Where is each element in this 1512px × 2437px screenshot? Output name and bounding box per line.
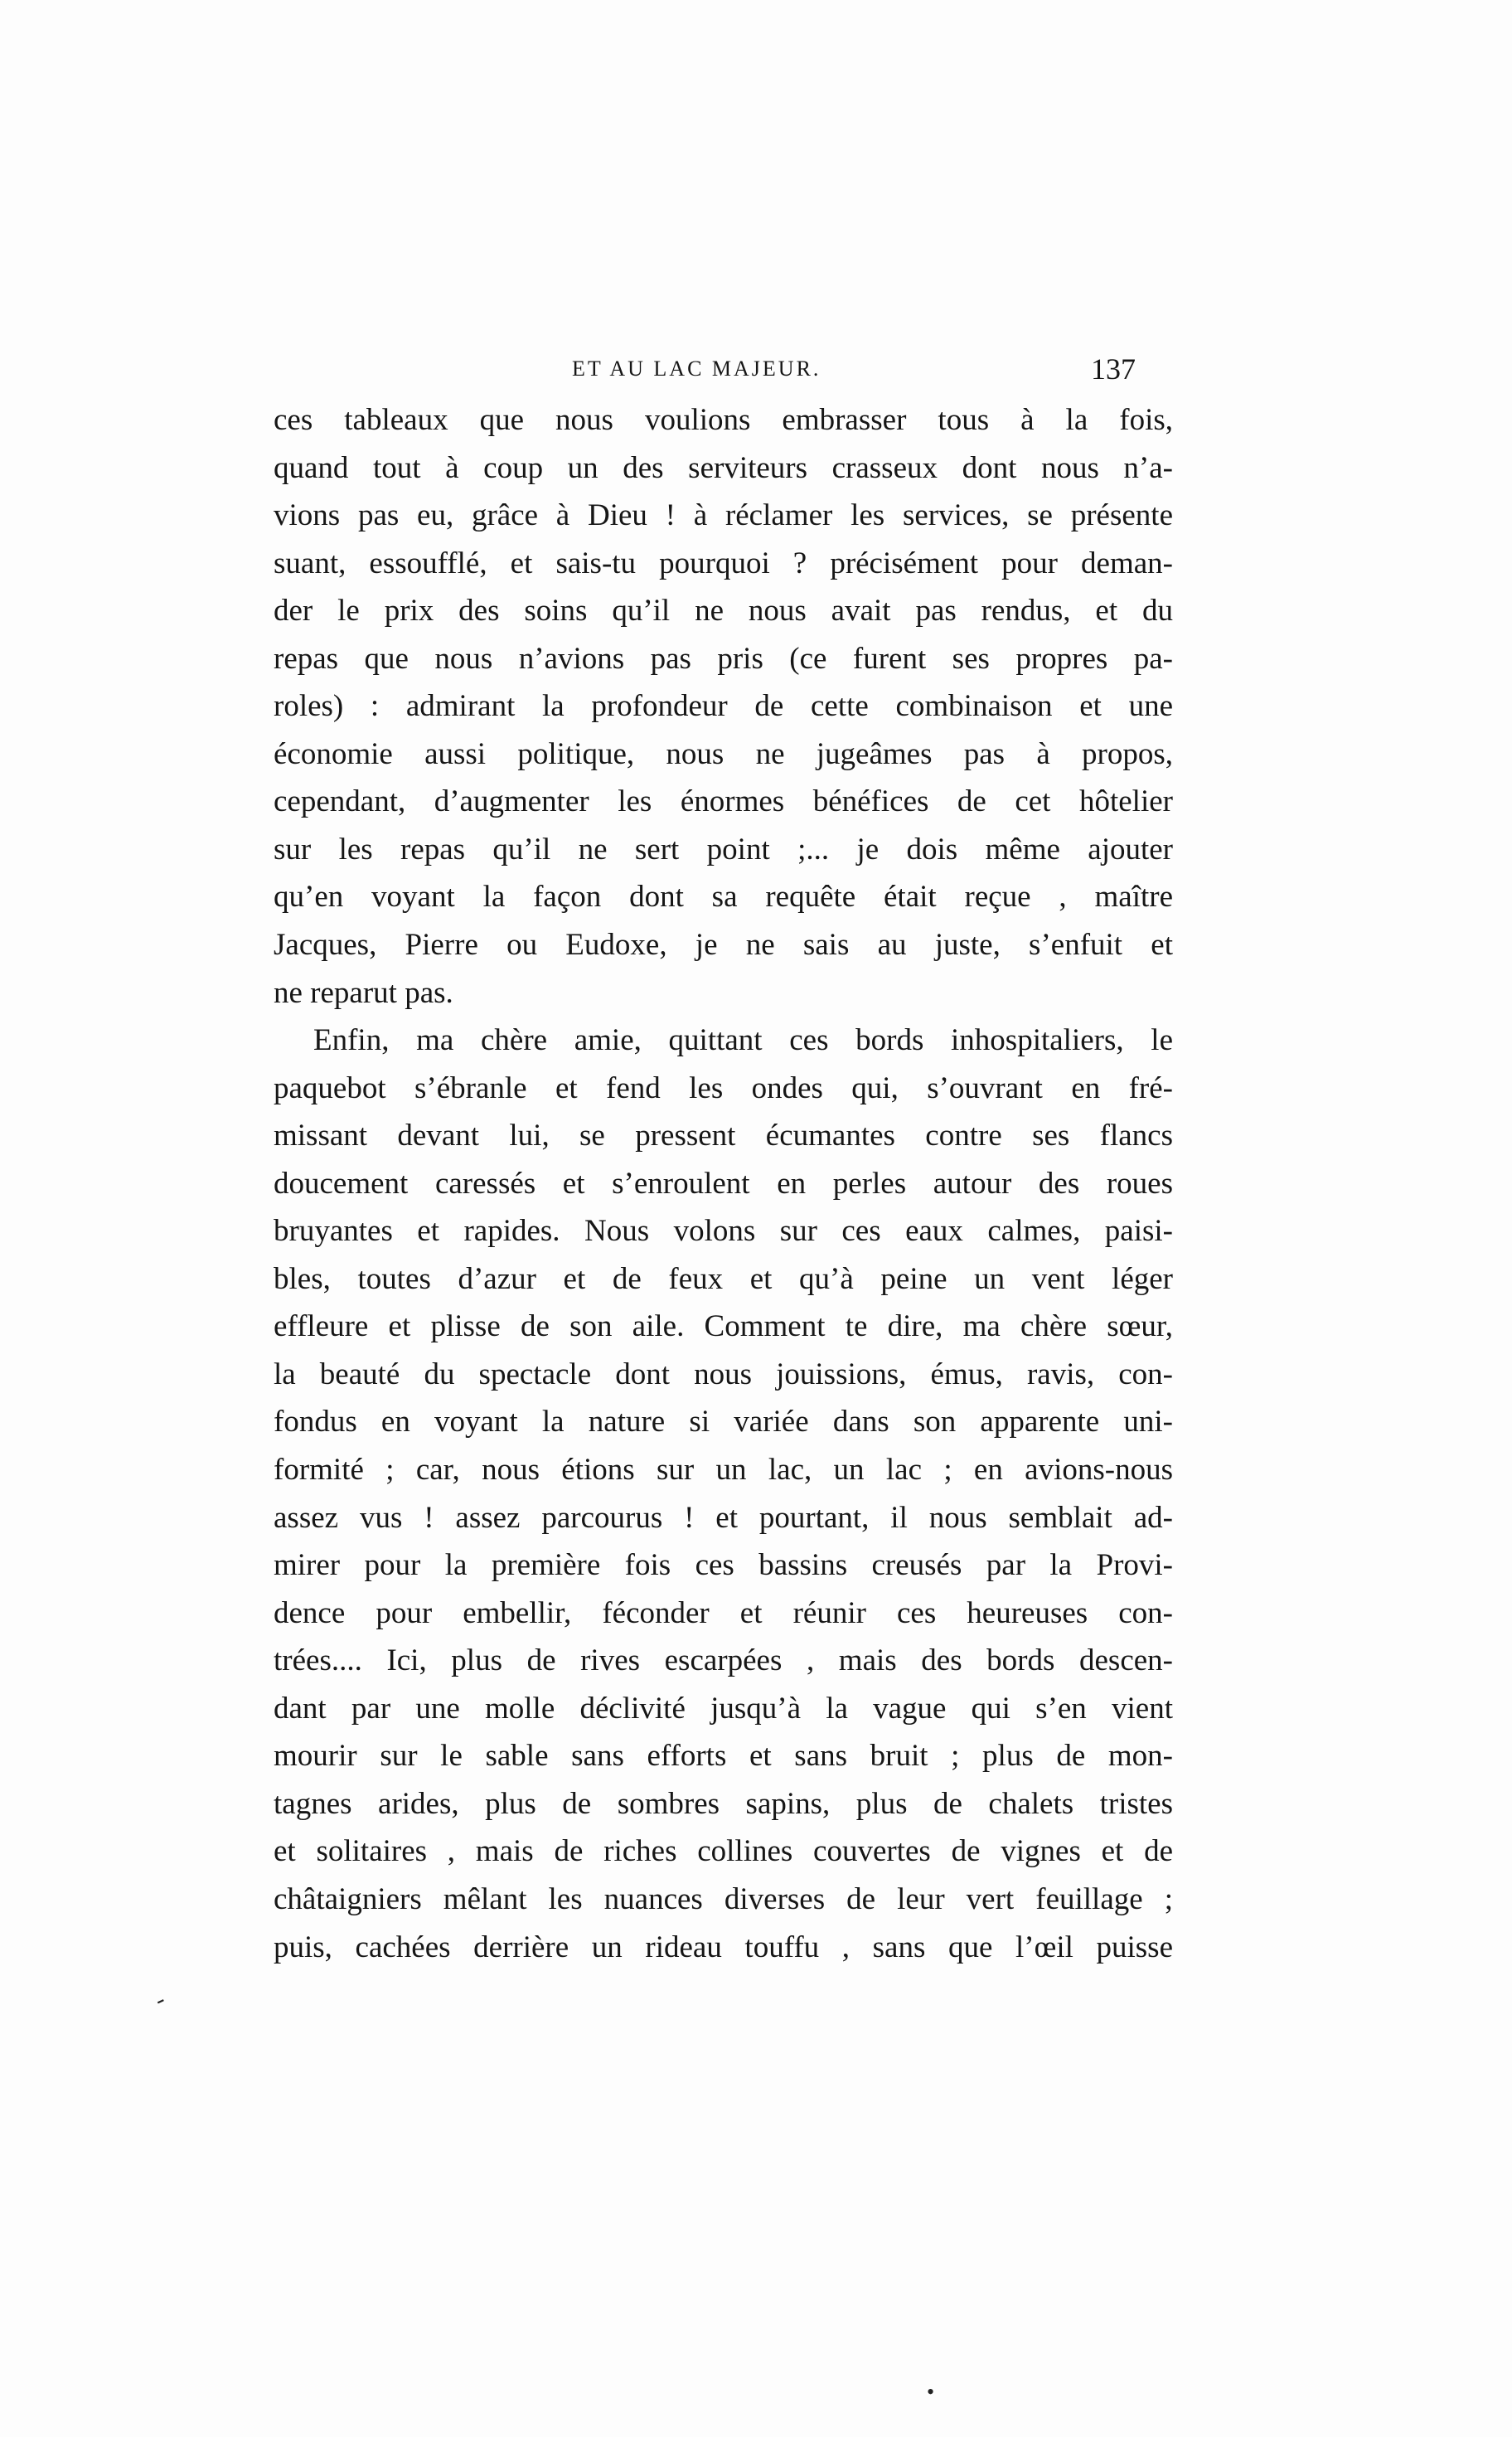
text-line: châtaigniers mêlant les nuances diverses de leur vert feuillage ;: [274, 1881, 1173, 1916]
ink-speck: -: [150, 1985, 170, 2014]
text-line: der le prix des soins qu’il ne nous avait pas rendus, et du: [274, 594, 1173, 629]
text-line: mourir sur le sable sans efforts et sans bruit ; plus de mon-: [274, 1739, 1173, 1774]
text-line: dant par une molle déclivité jusqu’à la vague qui s’en vient: [274, 1691, 1173, 1726]
text-line: roles) : admirant la profondeur de cette combinaison et une: [274, 689, 1173, 724]
text-line: doucement caressés et s’enroulent en perles autour des roues: [274, 1166, 1173, 1201]
text-line: tagnes arides, plus de sombres sapins, plus de chalets tristes: [274, 1786, 1173, 1821]
text-line: et solitaires , mais de riches collines couvertes de vignes et de: [274, 1834, 1173, 1869]
text-line: ne reparut pas.: [274, 975, 453, 1010]
text-line: qu’en voyant la façon dont sa requête était reçue , maître: [274, 880, 1173, 915]
text-line: trées.... Ici, plus de rives escarpées , mais des bords descen-: [274, 1643, 1173, 1678]
text-line: bles, toutes d’azur et de feux et qu’à peine un vent léger: [274, 1261, 1173, 1296]
body-text: [274, 396, 1173, 1971]
text-line: Jacques, Pierre ou Eudoxe, je ne sais au juste, s’enfuit et: [274, 928, 1173, 963]
text-line: la beauté du spectacle dont nous jouissions, émus, ravis, con-: [274, 1357, 1173, 1391]
text-line: missant devant lui, se pressent écumantes contre ses flancs: [274, 1119, 1173, 1153]
running-head: ET AU LAC MAJEUR.: [572, 357, 821, 381]
text-line: vions pas eu, grâce à Dieu ! à réclamer les services, se présente: [274, 498, 1173, 533]
text-line: mirer pour la première fois ces bassins creusés par la Provi-: [274, 1548, 1173, 1583]
text-line: dence pour embellir, féconder et réunir ces heureuses con-: [274, 1595, 1173, 1630]
text-line: Enfin, ma chère amie, quittant ces bords inhospitaliers, le: [313, 1023, 1173, 1058]
text-line: ces tableaux que nous voulions embrasser tous à la fois,: [274, 403, 1173, 437]
page-header: [572, 352, 1136, 390]
text-line: économie aussi politique, nous ne jugeâmes pas à propos,: [274, 736, 1173, 771]
text-line: assez vus ! assez parcourus ! et pourtant, il nous semblait ad-: [274, 1500, 1173, 1535]
text-line: cependant, d’augmenter les énormes bénéfices de cet hôtelier: [274, 784, 1173, 819]
page-number: 137: [1091, 352, 1136, 386]
text-line: paquebot s’ébranle et fend les ondes qui, s’ouvrant en fré-: [274, 1070, 1173, 1105]
text-line: quand tout à coup un des serviteurs crasseux dont nous n’a-: [274, 450, 1173, 485]
text-line: repas que nous n’avions pas pris (ce furent ses propres pa-: [274, 641, 1173, 676]
text-line: fondus en voyant la nature si variée dans son apparente uni-: [274, 1405, 1173, 1439]
text-line: effleure et plisse de son aile. Comment te dire, ma chère sœur,: [274, 1309, 1173, 1344]
text-line: puis, cachées derrière un rideau touffu , sans que l’œil puisse: [274, 1930, 1173, 1964]
text-line: suant, essoufflé, et sais-tu pourquoi ? précisément pour deman-: [274, 546, 1173, 580]
ink-speck: •: [927, 2380, 935, 2404]
text-line: sur les repas qu’il ne sert point ;... je dois même ajouter: [274, 832, 1173, 867]
text-line: bruyantes et rapides. Nous volons sur ces eaux calmes, paisi-: [274, 1214, 1173, 1249]
text-line: formité ; car, nous étions sur un lac, un lac ; en avions-nous: [274, 1453, 1173, 1488]
